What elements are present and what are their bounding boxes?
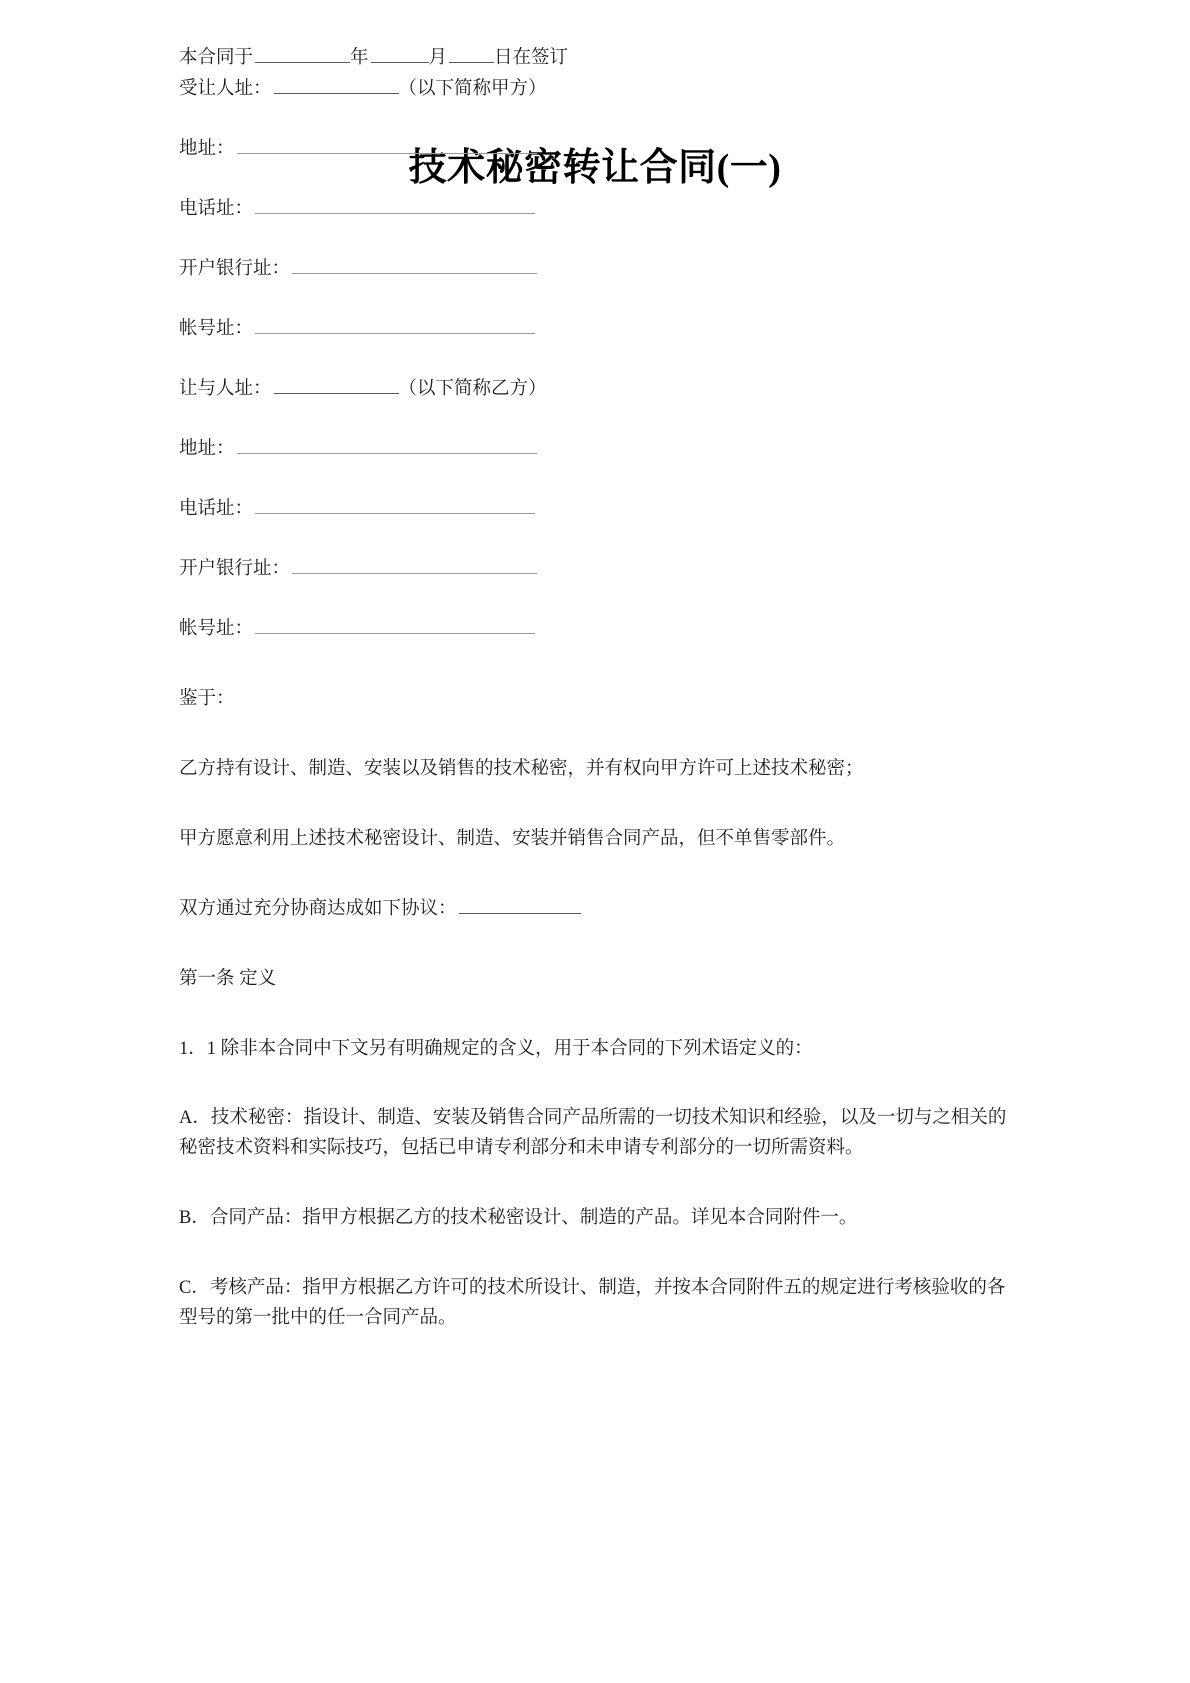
- page-title: 技术秘密转让合同(一): [408, 147, 782, 189]
- party-b-phone-label: 电话址：: [179, 498, 254, 519]
- party-b-header-row: [179, 375, 1011, 405]
- party-b-address-label: 地址：: [179, 438, 235, 459]
- party-b-account-label: 帐号址：: [179, 618, 254, 639]
- party-a-bank-label: 开户银行址：: [179, 258, 291, 279]
- date-year-blank[interactable]: [255, 44, 350, 63]
- contract-date-month-label: 月: [428, 48, 448, 68]
- contract-date-day-label: 日在签订: [494, 48, 569, 68]
- document-body: [179, 0, 1011, 1334]
- party-a-bank-row: [179, 255, 1011, 285]
- party-a-account-blank[interactable]: [255, 315, 535, 334]
- party-b-account-blank[interactable]: [255, 615, 535, 634]
- party-b-name-blank[interactable]: [274, 375, 399, 394]
- party-a-address-label: 地址：: [179, 138, 235, 159]
- party-a-name-blank[interactable]: [274, 75, 399, 94]
- party-a-address-row: [179, 135, 1011, 165]
- agreement-blank[interactable]: [459, 895, 581, 914]
- party-b-bank-blank[interactable]: [292, 555, 537, 574]
- party-b-bank-label: 开户银行址：: [179, 558, 291, 579]
- agreement-prefix: 双方通过充分协商达成如下协议：: [179, 898, 457, 919]
- definition-item-a: A．技术秘密：指设计、制造、安装及销售合同产品所需的一切技术知识和经验，以及一切与之相关的秘密技术资料和实际技巧，包括已申请专利部分和未申请专利部分的一切所需资料。: [179, 1108, 1007, 1159]
- party-b-phone-row: [179, 495, 1011, 525]
- clause-1-1: 1．1 除非本合同中下文另有明确规定的含义，用于本合同的下列术语定义的：: [179, 1038, 813, 1059]
- party-a-phone-row: [179, 195, 1011, 225]
- party-b-label: 让与人址：: [179, 378, 272, 399]
- party-b-account-row: [179, 615, 1011, 645]
- party-b-bank-row: [179, 555, 1011, 585]
- contract-date-prefix: 本合同于: [179, 48, 254, 68]
- party-a-alias: （以下简称甲方）: [398, 78, 547, 99]
- party-a-phone-label: 电话址：: [179, 198, 254, 219]
- party-a-bank-blank[interactable]: [292, 255, 537, 274]
- whereas-clause-2: 甲方愿意利用上述技术秘密设计、制造、安装并销售合同产品，但不单售零部件。: [179, 828, 846, 849]
- date-day-blank[interactable]: [449, 44, 494, 63]
- party-b-phone-blank[interactable]: [255, 495, 535, 514]
- party-a-account-label: 帐号址：: [179, 318, 254, 339]
- contract-date-line: [179, 44, 1011, 74]
- agreement-line: [179, 895, 1011, 925]
- article-one-heading: 第一条 定义: [179, 968, 277, 989]
- whereas-clause-1: 乙方持有设计、制造、安装以及销售的技术秘密，并有权向甲方许可上述技术秘密；: [179, 758, 864, 779]
- party-a-address-blank[interactable]: [237, 135, 537, 154]
- party-b-address-blank[interactable]: [237, 435, 537, 454]
- party-a-account-row: [179, 315, 1011, 345]
- whereas-heading: 鉴于：: [179, 688, 235, 709]
- party-a-phone-blank[interactable]: [255, 195, 535, 214]
- definition-item-b: B．合同产品：指甲方根据乙方的技术秘密设计、制造的产品。详见本合同附件一。: [179, 1208, 858, 1229]
- party-a-header-line: [179, 75, 1011, 105]
- party-b-address-row: [179, 435, 1011, 465]
- contract-date-year-label: 年: [350, 48, 369, 68]
- date-month-blank[interactable]: [371, 44, 429, 63]
- party-b-alias: （以下简称乙方）: [398, 378, 547, 399]
- party-a-label: 受让人址：: [179, 78, 272, 99]
- definition-item-c: C．考核产品：指甲方根据乙方许可的技术所设计、制造，并按本合同附件五的规定进行考核验收的各型号的第一批中的任一合同产品。: [179, 1278, 1006, 1329]
- contract-date-and-party-a-header: [179, 44, 1011, 105]
